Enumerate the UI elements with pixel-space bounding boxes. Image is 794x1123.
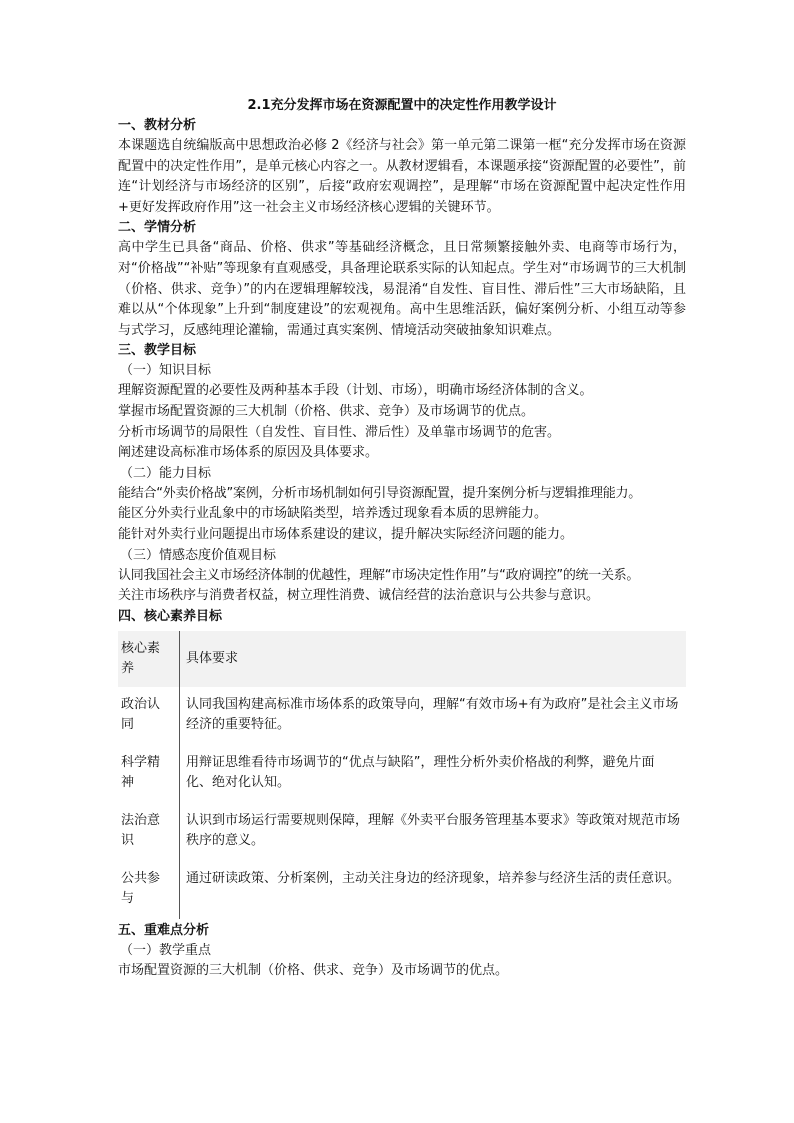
knowledge-goal-item: 分析市场调节的局限性（自发性、盲目性、滞后性）及单靠市场调节的危害。 bbox=[118, 424, 561, 440]
table-header-cell: 具体要求 bbox=[180, 631, 687, 687]
core-literacy-table bbox=[118, 631, 686, 919]
knowledge-goal-item: 阐述建设高标准市场体系的原因及具体要求。 bbox=[118, 445, 379, 461]
table-row bbox=[118, 745, 686, 803]
table-row bbox=[118, 803, 686, 861]
table-cell-literacy: 科学精神 bbox=[118, 745, 180, 803]
table-cell-literacy: 法治意识 bbox=[118, 803, 180, 861]
ability-goal-item: 能结合“外卖价格战”案例，分析市场机制如何引导资源配置，提升案例分析与逻辑推理能力。 bbox=[118, 485, 641, 501]
table-row bbox=[118, 861, 686, 919]
attitude-goal-item: 认同我国社会主义市场经济体制的优越性，理解“市场决定性作用”与“政府调控”的统一关系。 bbox=[118, 567, 640, 583]
section-heading-textbook-analysis: 一、教材分析 bbox=[118, 118, 197, 133]
table-cell-requirement: 认同我国构建高标准市场体系的政策导向，理解“有效市场+有为政府”是社会主义市场经济的重要特征。 bbox=[186, 696, 679, 732]
table-cell-requirement: 认识到市场运行需要规则保障，理解《外卖平台服务管理基本要求》等政策对规范市场秩序的意义。 bbox=[186, 812, 681, 848]
teaching-focus-text: 市场配置资源的三大机制（价格、供求、竞争）及市场调节的优点。 bbox=[118, 962, 509, 978]
table-cell-requirement: 通过研读政策、分析案例，主动关注身边的经济现象，培养参与经济生活的责任意识。 bbox=[186, 870, 681, 886]
table-cell-literacy: 公共参与 bbox=[118, 861, 180, 919]
knowledge-goal-item: 掌握市场配置资源的三大机制（价格、供求、竞争）及市场调节的优点。 bbox=[118, 403, 535, 419]
textbook-analysis-paragraph: 本课题选自统编版高中思想政治必修 2《经济与社会》第一单元第二课第一框“充分发挥市场在资源配置中的决定性作用”，是单元核心内容之一。从教材逻辑看，本课题承接“资源配置的必要性”，前连“计划经济与市场经济的区别”，后接“政府宏观调控”，是理解“市场在资源配置中起决定性作用+更好发挥政府作用”这一社会主义市场经济核心逻辑的关键环节。 bbox=[118, 138, 686, 215]
subheading-ability-goals: （二）能力目标 bbox=[120, 465, 212, 481]
section-heading-key-difficult-points: 五、重难点分析 bbox=[118, 922, 210, 938]
subheading-teaching-focus: （一）教学重点 bbox=[120, 942, 212, 958]
student-analysis-paragraph: 高中学生已具备“商品、价格、供求”等基础经济概念，且日常频繁接触外卖、电商等市场行为，对“价格战”“补贴”等现象有直观感受，具备理论联系实际的认知起点。学生对“市场调节的三大机制（价格、供求、竞争）”的内在逻辑理解较浅，易混淆“自发性、盲目性、滞后性”三大市场缺陷，且难以从“个体现象”上升到“制度建设”的宏观视角。高中生思维活跃，偏好案例分析、小组互动等参与式学习，反感纯理论灌输，需通过真实案例、情境活动突破抽象知识难点。 bbox=[118, 240, 686, 338]
table-header-row bbox=[118, 631, 686, 687]
document-title: 2.1充分发挥市场在资源配置中的决定性作用教学设计 bbox=[247, 98, 557, 113]
table-row bbox=[118, 687, 686, 745]
table-header-cell: 核心素养 bbox=[118, 631, 180, 687]
subheading-attitude-goals: （三）情感态度价值观目标 bbox=[120, 547, 277, 563]
subheading-knowledge-goals: （一）知识目标 bbox=[120, 363, 212, 379]
knowledge-goal-item: 理解资源配置的必要性及两种基本手段（计划、市场），明确市场经济体制的含义。 bbox=[118, 383, 593, 399]
attitude-goal-item: 关注市场秩序与消费者权益，树立理性消费、诚信经营的法治意识与公共参与意识。 bbox=[118, 588, 600, 604]
ability-goal-item: 能区分外卖行业乱象中的市场缺陷类型，培养透过现象看本质的思辨能力。 bbox=[118, 506, 548, 522]
table-cell-requirement: 用辩证思维看待市场调节的“优点与缺陷”，理性分析外卖价格战的利弊，避免片面化、绝对化认知。 bbox=[186, 754, 655, 790]
table-cell-literacy: 政治认同 bbox=[118, 687, 180, 745]
section-heading-teaching-goals: 三、教学目标 bbox=[118, 343, 197, 359]
section-heading-student-analysis: 二、学情分析 bbox=[118, 220, 197, 236]
section-heading-core-literacy: 四、核心素养目标 bbox=[118, 608, 223, 624]
ability-goal-item: 能针对外卖行业问题提出市场体系建设的建议，提升解决实际经济问题的能力。 bbox=[118, 526, 574, 542]
document-page bbox=[118, 96, 686, 981]
